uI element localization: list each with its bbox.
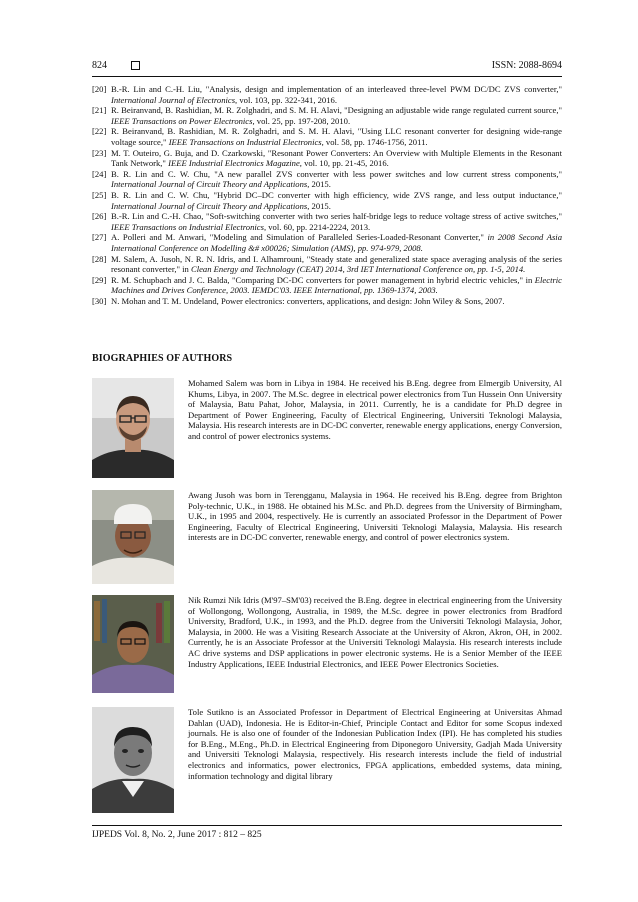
portrait-image bbox=[92, 595, 174, 693]
reference-item: [27] A. Polleri and M. Anwari, "Modeling and Simulation of Paralleled Series-Loaded-Resonant Converter," in 2008 Second Asia International Conference on Modelling &# x00026; Simulation (AMS), pp. 974-979, 2008. bbox=[92, 232, 562, 253]
page-footer: IJPEDS Vol. 8, No. 2, June 2017 : 812 – 825 bbox=[92, 830, 262, 840]
portrait-image bbox=[92, 490, 174, 584]
reference-item: [25] B. R. Lin and C. W. Chu, "Hybrid DC–DC converter with high efficiency, wide ZVS range, and less output inductance," International Journal of Circuit Theory and Applications, 2015. bbox=[92, 189, 562, 211]
reference-item: [29] R. M. Schupbach and J. C. Balda, "Comparing DC-DC converters for power management in hybrid electric vehicles," in Electric Machines and Drives Conference, 2003. IEMDC'03. IEEE International, pp. 1369-1374, 2003. bbox=[92, 274, 562, 296]
footer-rule bbox=[92, 825, 562, 826]
issn-label: ISSN: 2088-8694 bbox=[491, 60, 562, 71]
reference-item: [21] R. Beiranvand, B. Rashidian, M. R. Zolghadri, and S. M. H. Alavi, "Designing an adjustable wide range regulated current source," IEEE Transactions on Power Electronics, vol. 25, pp. 197-208, 2010. bbox=[92, 105, 562, 126]
author-photo bbox=[92, 378, 174, 478]
reference-item: [23] M. T. Outeiro, G. Buja, and D. Czarkowski, "Resonant Power Converters: An Overview with Multiple Elements in the Resonant Tank Network," IEEE Industrial Electronics Magazine, vol. 10, pp. 21-45, 2016. bbox=[92, 147, 562, 169]
author-photo bbox=[92, 595, 174, 693]
header-rule bbox=[92, 76, 562, 77]
bio-text: Mohamed Salem was born in Libya in 1984. He received his B.Eng. degree from Elmergib University, Al Khums, Libya, in 2007. The M.Sc. degree in electrical power electronics from Tun Hussein Onn University of Malaysia, Batu Pahat, Johor, Malaysia, in 2011. Currently, he is a candidate for Ph.D degree in Department of Power Engineering, Faculty of Electrical Engineering, Universiti Teknologi Malaysia, Malaysia. His research interests are in DC-DC converter, renewable energy applications, energy Conversion, and control of power electronics systems. bbox=[188, 378, 562, 441]
bio-text: Nik Rumzi Nik Idris (M'97–SM'03) received the B.Eng. degree in electrical engineering from the University of Wollongong, Wollongong, Australia, in 1989, the M.Sc. degree in power electronics from Bradford University, Bradford, U.K., in 1993, and the Ph.D. degree from the Universiti Teknologi Malaysia, Johor, Malaysia, in 2000. He was a Visiting Research Associate at the University of Akron, Akron, OH, in 2002. Currently, he is an Associate Professor at the Universiti Teknologi Malaysia. His research interests include AC drive systems and DSP applications in power electronic systems. He is a Senior Member of the IEEE Industry Applications, IEEE Industrial Electronics, and IEEE Power Electronics Societies. bbox=[188, 595, 562, 669]
author-photo bbox=[92, 490, 174, 584]
reference-item: [22] R. Beiranvand, B. Rashidian, M. R. Zolghadri, and S. M. H. Alavi, "Using LLC resonant converter for designing wide-range voltage source," IEEE Transactions on Industrial Electronics, vol. 58, pp. 1746-1756, 2011. bbox=[92, 126, 562, 147]
reference-item: [26] B.-R. Lin and C.-H. Chao, "Soft-switching converter with two series half-bridge legs to reduce voltage stress of active switches," IEEE Transactions on Industrial Electronics, vol. 60, pp. 2214-2224, 2013. bbox=[92, 211, 562, 232]
reference-item: [20] B.-R. Lin and C.-H. Liu, "Analysis, design and implementation of an interleaved three-level PWM DC/DC ZVS converter," International Journal of Electronics, vol. 103, pp. 322-341, 2016. bbox=[92, 84, 562, 105]
reference-item: [28] M. Salem, A. Jusoh, N. R. N. Idris, and I. Alhamrouni, "Steady state and generalized state space averaging analysis of the series resonant converter," in Clean Energy and Technology (CEAT) 2014, 3rd IET International Conference on, pp. 1-5, 2014. bbox=[92, 253, 562, 275]
page-number: 824 bbox=[92, 60, 107, 71]
portrait-image bbox=[92, 707, 174, 813]
bio-text: Tole Sutikno is an Associated Professor in Department of Electrical Engineering at Universitas Ahmad Dahlan (UAD), Indonesia. He is Editor-in-Chief, Principle Contact and Editor for some Scopus indexed journals. He is also one of founder of the Indonesian Publication Index (IPI). He has completed his studies for B.Eng., M.Eng., Ph.D. in Electrical Engineering from Diponegoro University, Gadjah Mada University and Universiti Teknologi Malaysia, respectively. His research interests include the field of industrial electronics and informatics, power electronics, FPGA applications, embedded systems, data mining, information technology and digital library bbox=[188, 707, 562, 781]
reference-list bbox=[92, 84, 562, 306]
biographies-heading: BIOGRAPHIES OF AUTHORS bbox=[92, 353, 233, 364]
square-bullet-icon bbox=[131, 61, 140, 70]
author-photo bbox=[92, 707, 174, 813]
portrait-image bbox=[92, 378, 174, 478]
bio-text: Awang Jusoh was born in Terengganu, Malaysia in 1964. He received his B.Eng. degree from Brighton Poly-technic, U.K., in 1988. He obtained his M.Sc. and Ph.D. degrees from the University of Birmingham, U.K., in 1995 and 2004, respectively. He is currently an associated Professor in the Department of Power Engineering, Faculty of Electrical Engineering, Universiti Teknologi Malaysia, Malaysia. His research interests are in DC-DC converter, renewable energy, and control of power electronics system. bbox=[188, 490, 562, 543]
reference-item: [30] N. Mohan and T. M. Undeland, Power electronics: converters, applications, and design: John Wiley & Sons, 2007. bbox=[92, 295, 505, 306]
reference-item: [24] B. R. Lin and C. W. Chu, "A new parallel ZVS converter with less power switches and low current stress components," International Journal of Circuit Theory and Applications, 2015. bbox=[92, 168, 562, 190]
page-header bbox=[92, 60, 562, 76]
